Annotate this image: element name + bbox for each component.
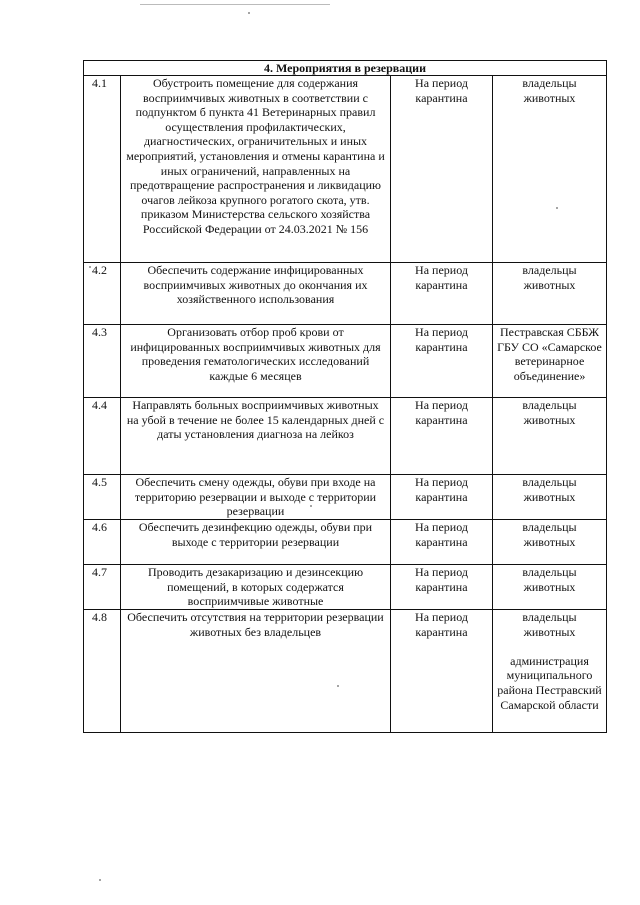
row-number: 4.6 [84, 520, 121, 565]
measure-text: Организовать отбор проб крови от инфицированных восприимчивых животных для проведения гематологических исследований каждые 6 месяцев [121, 325, 391, 398]
measure-text: Обеспечить смену одежды, обуви при входе на территорию резервации и выходе с территории резервации [121, 475, 391, 520]
measure-text: Обеспечить дезинфекцию одежды, обуви при выходе с территории резервации [121, 520, 391, 565]
measure-text: Обеспечить содержание инфицированных восприимчивых животных до окончания их хозяйственного использования [121, 263, 391, 325]
period-cell: На период карантина [391, 398, 493, 475]
period-cell: На период карантина [391, 76, 493, 263]
row-number: 4.2 [84, 263, 121, 325]
responsible-cell: владельцы животных [493, 520, 607, 565]
row-number: 4.5 [84, 475, 121, 520]
measures-table [83, 60, 607, 733]
row-number: 4.3 [84, 325, 121, 398]
measure-text: Направлять больных восприимчивых животных на убой в течение не более 15 календарных дней с даты установления диагноза на лейкоз [121, 398, 391, 475]
period-cell: На период карантина [391, 565, 493, 610]
table-row [84, 565, 607, 610]
period-cell: На период карантина [391, 610, 493, 733]
period-cell: На период карантина [391, 520, 493, 565]
responsible-cell: владельцы животных [493, 475, 607, 520]
table-row [84, 610, 607, 733]
period-cell: На период карантина [391, 263, 493, 325]
period-cell: На период карантина [391, 325, 493, 398]
period-cell: На период карантина [391, 475, 493, 520]
row-number: 4.4 [84, 398, 121, 475]
responsible-cell [493, 610, 607, 733]
row-number: 4.7 [84, 565, 121, 610]
measure-text: Обустроить помещение для содержания восприимчивых животных в соответствии с подпунктом б пункта 41 Ветеринарных правил осуществления профилактических, диагностических, ограничительных и иных мероприятий, установления и отмены карантина и иных ограничений, направленных на предотвращение распространения и ликвидацию очагов лейкоза крупного рогатого скота, утв. приказом Министерства сельского хозяйства Российской Федерации от 24.03.2021 № 156 [121, 76, 391, 263]
measure-text: Обеспечить отсутствия на территории резервации животных без владельцев [121, 610, 391, 733]
responsible-cell: владельцы животных [493, 263, 607, 325]
spacer [495, 639, 604, 654]
responsible-cell: владельцы животных [493, 398, 607, 475]
row-number: 4.8 [84, 610, 121, 733]
table-row [84, 325, 607, 398]
measure-text: Проводить дезакаризацию и дезинсекцию помещений, в которых содержатся восприимчивые животные [121, 565, 391, 610]
responsible-cell: Пестравская СББЖ ГБУ СО «Самарское ветеринарное объединение» [493, 325, 607, 398]
row-number: 4.1 [84, 76, 121, 263]
responsible-administration: администрация муниципального района Пестравский Самарской области [497, 653, 602, 712]
scan-speck [248, 12, 250, 14]
responsible-cell: владельцы животных [493, 76, 607, 263]
scan-speck [99, 879, 101, 881]
section-header-row [84, 61, 607, 76]
scan-top-rule [140, 4, 330, 5]
table-row [84, 76, 607, 263]
table-row [84, 263, 607, 325]
responsible-owners: владельцы животных [522, 610, 577, 639]
section-title: 4. Мероприятия в резервации [84, 61, 607, 76]
table-row [84, 398, 607, 475]
table-row [84, 520, 607, 565]
table-row [84, 475, 607, 520]
responsible-cell: владельцы животных [493, 565, 607, 610]
